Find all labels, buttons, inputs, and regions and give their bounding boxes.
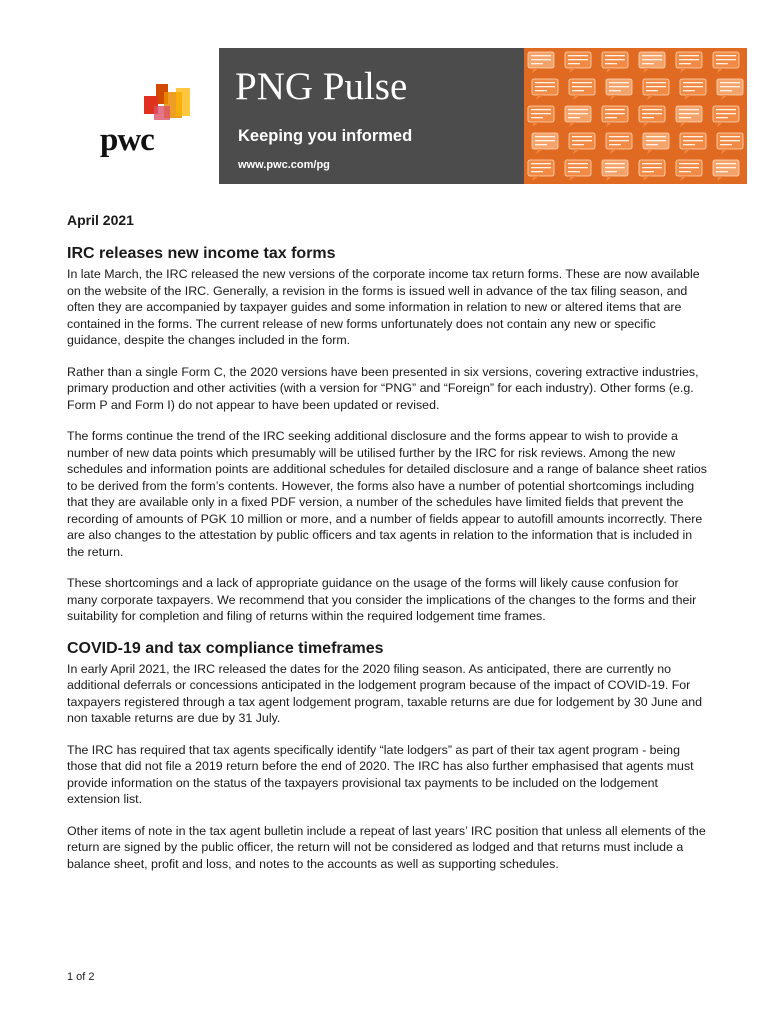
page-number: 1 of 2 [67,971,95,983]
speech-bubble-icon [717,79,743,100]
speech-bubble-icon [532,79,558,100]
paragraph: Rather than a single Form C, the 2020 versions have been presented in six versions, covering extractive industries, primary production and other activities (with a version for “PNG” and “Foreign” for each industry). Other forms (e.g. Form P and Form I) do not appear to have been updated or revised. [67,364,699,412]
header-banner [219,48,747,184]
speech-bubble-icon [713,106,739,127]
speech-bubble-icon [528,52,554,73]
speech-bubble-icon [569,133,595,154]
speech-bubble-icon [602,106,628,127]
speech-bubble-icon [643,133,669,154]
speech-bubble-icon [528,160,554,181]
paragraph: These shortcomings and a lack of appropriate guidance on the usage of the forms will likely cause confusion for many corporate taxpayers. We recommend that you consider the implications of the changes to the forms and their suitability for completion and filing of returns within the required lodgement time frames. [67,576,697,623]
article-body [67,212,707,887]
speech-bubble-icon [643,79,669,100]
issue-date: April 2021 [67,212,134,228]
speech-bubble-icon [532,133,558,154]
logo-block-yellow [176,88,190,116]
logo-wordmark: pwc [100,122,154,158]
banner-subtitle: Keeping you informed [238,127,413,145]
speech-bubble-icon [565,160,591,181]
speech-bubble-icon [713,160,739,181]
speech-bubble-icon [569,79,595,100]
speech-bubble-icon [602,52,628,73]
section-heading-covid: COVID-19 and tax compliance timeframes [67,639,384,657]
banner-title: PNG Pulse [235,65,408,108]
paragraph: In late March, the IRC released the new versions of the corporate income tax return forms. These are now available on the website of the IRC. Generally, a revision in the forms is issued well in advance of the tax filing season, and often they are accompanied by taxpayer guides and some information in relation to new or altered items that are contained in the forms. The current release of new forms unfortunately does not contain any new or specific guidance, despite the changes included in the form. [67,267,700,347]
speech-bubble-icon [565,52,591,73]
logo-block-pink [154,106,170,120]
speech-bubble-icon [717,133,743,154]
speech-bubble-icon [565,106,591,127]
speech-bubble-icon [606,133,632,154]
speech-bubble-icon [676,160,702,181]
speech-bubble-pattern [524,48,747,184]
pwc-logo [100,84,200,158]
speech-bubble-icon [676,106,702,127]
section-heading-irc-forms: IRC releases new income tax forms [67,245,336,262]
paragraph: The IRC has required that tax agents specifically identify “late lodgers” as part of their tax agent program - being those that did not file a 2019 return before the end of 2020. The IRC has also further emphasised that agents must provide information on the status of the taxpayers provisional tax payments to be included on the lodgement extension list. [67,742,694,806]
speech-bubble-icon [639,160,665,181]
speech-bubble-icon [639,106,665,127]
banner-url: www.pwc.com/pg [238,159,330,171]
speech-bubble-icon [639,52,665,73]
speech-bubble-icon [713,52,739,73]
paragraph: In early April 2021, the IRC released the dates for the 2020 filing season. As anticipated, there are currently no additional deferrals or concessions anticipated in the lodgement program because of the impact of COVID-19. For taxpayers registered through a tax agent lodgement program, taxable returns are due for lodgement by 30 June and non taxable returns are due by 31 July. [67,661,703,725]
speech-bubble-icon [524,48,747,184]
speech-bubble-icon [606,79,632,100]
speech-bubble-icon [528,106,554,127]
paragraph: Other items of note in the tax agent bulletin include a repeat of last years’ IRC position that unless all elements of the return are signed by the public officer, the return will not be considered as lodged and that returns must include a balance sheet, profit and loss, and notes to the accounts as well as supporting schedules. [67,823,706,871]
speech-bubble-icon [680,133,706,154]
paragraph: The forms continue the trend of the IRC seeking additional disclosure and the forms appear to wish to provide a number of new data points which presumably will be utilised further by the IRC for risk reviews. Among the new schedules and information points are additional schedules for detailed disclosure and a range of balance sheet ratios to be derived from the form’s contents. However, the forms also have a number of potential shortcomings including that they are available only in a fixed PDF version, a number of the schedules have limited fields that prevent the recording of amounts of PGK 10 million or more, and a number of fields appear to autofill amounts incorrectly. There are also changes to the attestation by public officers and tax agents in relation to the information that is included in the return. [67,429,707,559]
speech-bubble-icon [602,160,628,181]
speech-bubble-icon [680,79,706,100]
speech-bubble-icon [676,52,702,73]
